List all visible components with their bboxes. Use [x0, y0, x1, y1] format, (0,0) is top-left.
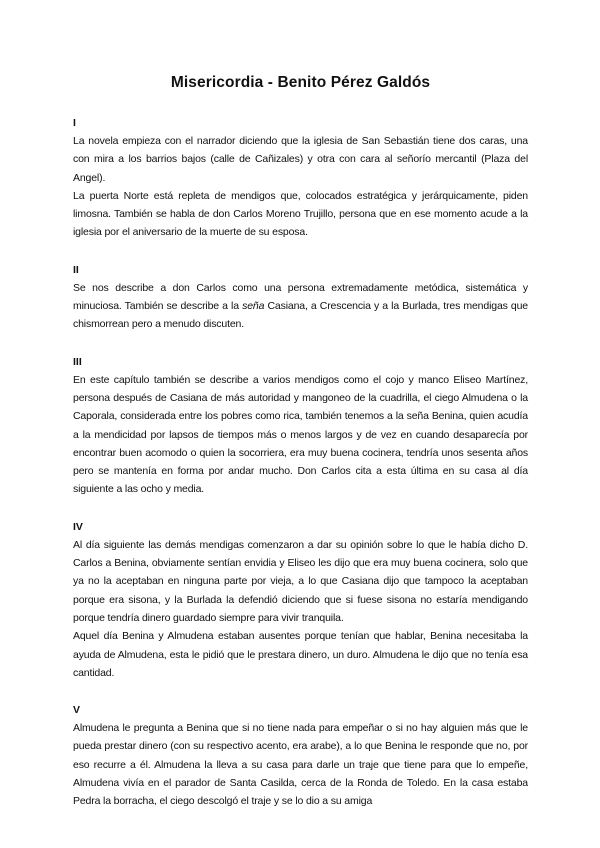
section-heading: I [73, 117, 76, 129]
paragraph: La novela empieza con el narrador diciendo que la iglesia de San Sebastián tiene dos caras, una con mira a los barrios bajos (calle de Cañizales) y otra con cara al señorío mercantil (Plaza del Angel). [73, 135, 528, 184]
paragraph-text: Casiana, a Crescencia y a la Burlada, tres mendigas que chismorrean pero a menudo discuten. [73, 300, 528, 331]
section-heading: V [73, 704, 81, 717]
paragraph: Al día siguiente las demás mendigas comenzaron a dar su opinión sobre lo que le había dicho D. Carlos a Benina, obviamente sentían envidia y Eliseo les dijo que era muy buena cocinera, solo que ya no la aceptaban en ninguna parte por vieja, a lo que Casiana dijo que tampoco la aceptaban porque era sisona, y la Burlada la defendió diciendo que si fuese sisona no estaría mendigando porque tendría dinero guardado siempre para vivir tranquila. [73, 538, 528, 624]
italic-word: seña [242, 300, 265, 313]
section-heading: II [73, 263, 79, 276]
section-1 [73, 114, 528, 242]
document-title: Misericordia - Benito Pérez Galdós [170, 74, 431, 91]
section-4 [73, 518, 528, 682]
section-5 [73, 701, 528, 810]
paragraph-text: Se nos describe a don Carlos como una persona extremadamente metódica, sistemática y minuciosa. También se describe a la [73, 281, 528, 313]
paragraph: Aquel día Benina y Almudena estaban ausentes porque tenían que hablar, Benina necesitaba la ayuda de Almudena, esta le pidió que le prestara dinero, un duro. Almudena le dijo que no tenía esa cantidad. [73, 630, 528, 679]
section-heading: IV [73, 520, 83, 533]
section-3 [73, 353, 528, 499]
paragraph: Almudena le pregunta a Benina que si no tiene nada para empeñar o si no hay alguien más que le pueda prestar dinero (con su respectivo acento, era arabe), a lo que Benina le responde que no, por eso recurre a él. Almudena la lleva a su casa para darle un traje que tiene para que lo empeñe, Almudena vivía en el parador de Santa Casilda, cerca de la Ronda de Toledo. En la casa estaba Pedra la borracha, el ciego descolgó el traje y se lo dio a su amiga [73, 722, 528, 808]
section-heading: III [73, 355, 82, 368]
section-2 [73, 261, 528, 334]
paragraph [73, 279, 528, 334]
paragraph: En este capítulo también se describe a varios mendigos como el cojo y manco Eliseo Martínez, persona después de Casiana de más autoridad y mangoneo de la cuadrilla, el ciego Almudena o la Caporala, considerada entre los pobres como rica, también tenemos a la seña Benina, quien acudía a la mendicidad por lapsos de tiempos más o menos largos y de vez en cuando desaparecía por encontrar buen acomodo o quien la socorriera, era muy buena cocinera, tendría unos sesenta años pero se mantenía en forma por andar mucho. Don Carlos cita a esta última en su casa al día siguiente a las ocho y media. [73, 373, 528, 496]
paragraph: La puerta Norte está repleta de mendigos que, colocados estratégica y jerárquicamente, piden limosna. También se habla de don Carlos Moreno Trujillo, persona que en ese momento acude a la iglesia por el aniversario de la muerte de su esposa. [73, 189, 528, 239]
